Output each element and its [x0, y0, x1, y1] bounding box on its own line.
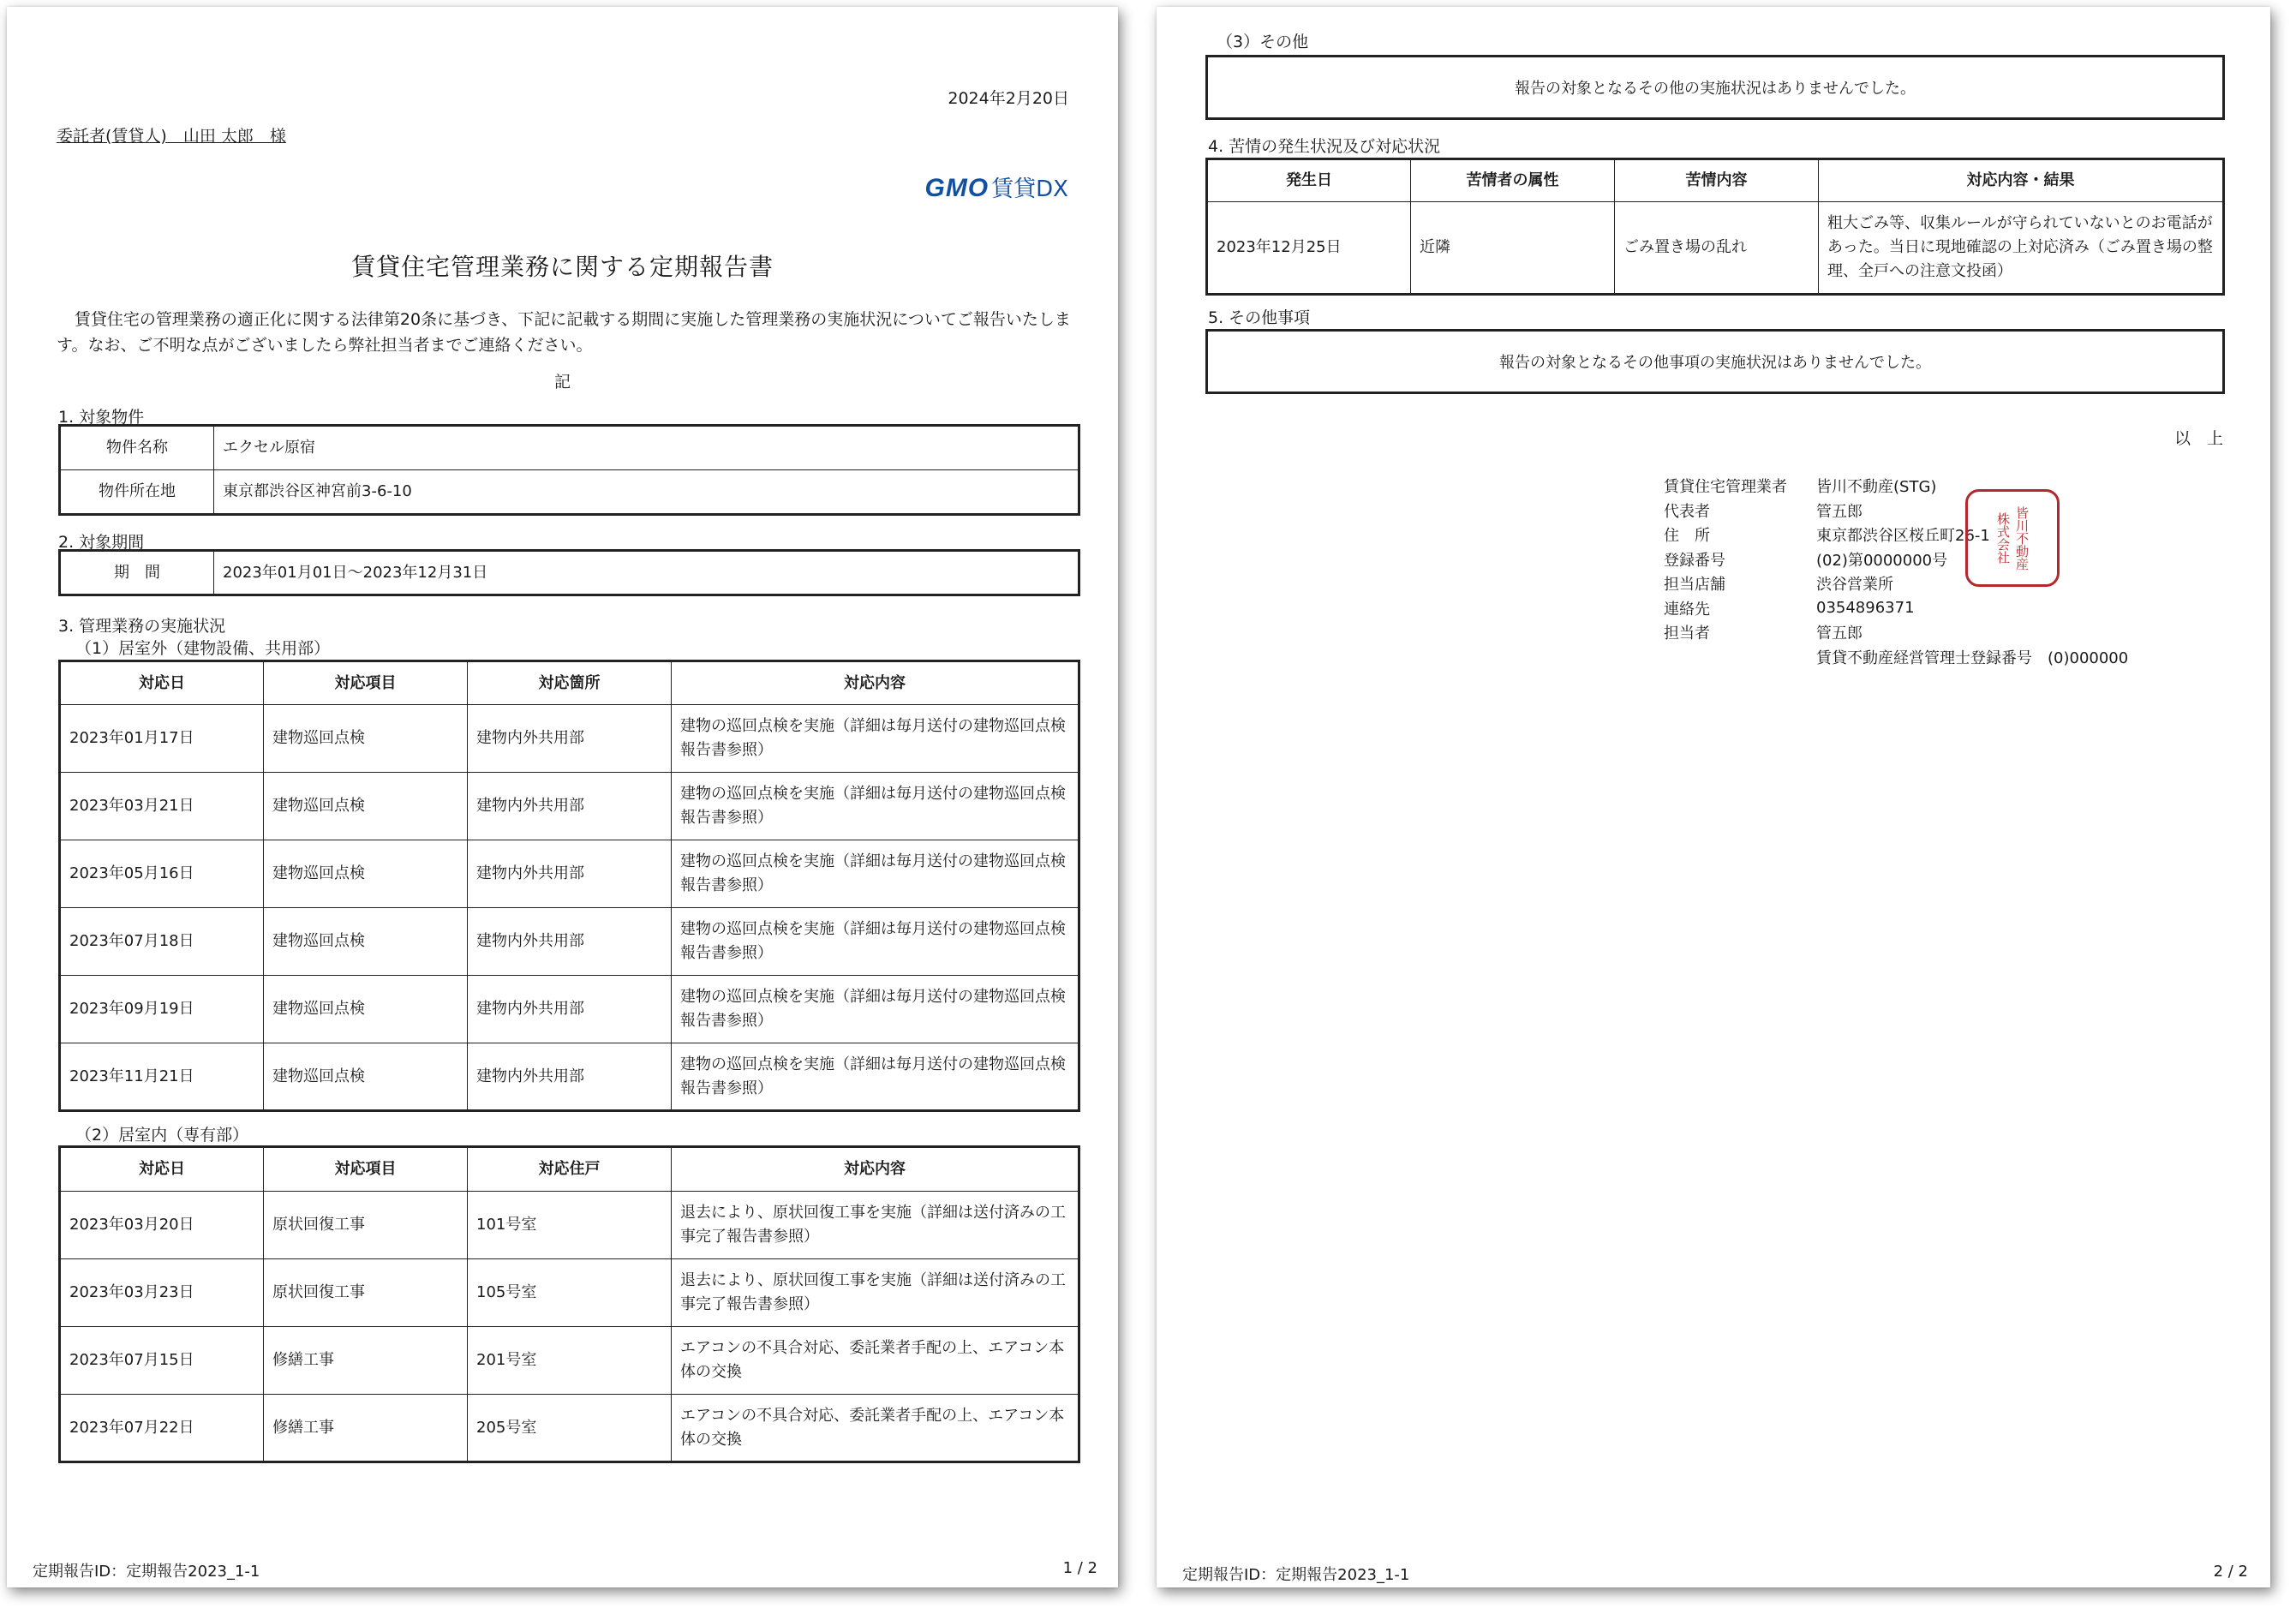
property-address-value: 東京都渋谷区神宮前3-6-10: [214, 470, 1079, 515]
cell-date: 2023年03月21日: [60, 773, 264, 840]
column-header: 対応日: [60, 1147, 264, 1192]
cell-content: 建物の巡回点検を実施（詳細は毎月送付の建物巡回点検報告書参照）: [672, 908, 1079, 976]
seal-line-2: 株式会社: [1995, 512, 2011, 564]
addressee: 委託者(賃貸人) 山田 太郎 様: [57, 127, 286, 146]
property-name-label: 物件名称: [60, 426, 214, 470]
table-header-row: [1207, 159, 2224, 202]
mgmt-label: 担当者: [1664, 625, 1710, 643]
cell-location: 建物内外共用部: [468, 773, 672, 840]
mgmt-label: 担当店舗: [1664, 576, 1725, 595]
table-row: [60, 551, 1079, 595]
section-4-heading: 4. 苦情の発生状況及び対応状況: [1208, 137, 1441, 156]
section-3-heading: 3. 管理業務の実施状況: [58, 617, 226, 636]
mgmt-label: 連絡先: [1664, 600, 1710, 619]
seal-line-1: 皆川不動産: [2014, 505, 2030, 571]
cell-item: 原状回復工事: [264, 1192, 468, 1259]
cell-complaint: ごみ置き場の乱れ: [1615, 202, 1819, 295]
column-header: 対応箇所: [468, 661, 672, 705]
cell-date: 2023年07月22日: [60, 1395, 264, 1462]
mgmt-value: 賃貸不動産経営管理士登録番号 (0)000000: [1816, 649, 2129, 667]
mgmt-label: 代表者: [1664, 502, 1710, 521]
column-header: 対応項目: [264, 1147, 468, 1192]
mgmt-row: [1664, 474, 2128, 499]
table-row: [1207, 202, 2224, 295]
cell-content: エアコンの不具合対応、委託業者手配の上、エアコン本体の交換: [672, 1395, 1079, 1462]
table-row: [60, 976, 1079, 1043]
cell-item: 建物巡回点検: [264, 976, 468, 1043]
cell-content: 建物の巡回点検を実施（詳細は毎月送付の建物巡回点検報告書参照）: [672, 705, 1079, 773]
logo-product: 賃貸DX: [991, 176, 1068, 202]
mgmt-value: 皆川不動産(STG): [1816, 478, 1937, 497]
cell-item: 建物巡回点検: [264, 705, 468, 773]
inside-room-table: [58, 1145, 1080, 1463]
cell-date: 2023年11月21日: [60, 1043, 264, 1111]
cell-item: 建物巡回点検: [264, 908, 468, 976]
cell-location: 建物内外共用部: [468, 976, 672, 1043]
mgmt-value: 管五郎: [1816, 502, 1863, 521]
table-row: [60, 1259, 1079, 1327]
cell-date: 2023年01月17日: [60, 705, 264, 773]
cell-date: 2023年05月16日: [60, 840, 264, 908]
other-matters-box: [1205, 329, 2225, 394]
cell-content: 建物の巡回点検を実施（詳細は毎月送付の建物巡回点検報告書参照）: [672, 1043, 1079, 1111]
cell-unit: 105号室: [468, 1259, 672, 1327]
mgmt-row: [1664, 645, 2128, 670]
other-status-text: 報告の対象となるその他の実施状況はありませんでした。: [1515, 80, 1916, 98]
other-status-box: [1205, 55, 2225, 120]
subsection-1-heading: （1）居室外（建物設備、共用部）: [75, 639, 331, 658]
period-table: [58, 549, 1080, 596]
section-5-heading: 5. その他事項: [1208, 308, 1311, 327]
cell-date: 2023年03月23日: [60, 1259, 264, 1327]
cell-date: 2023年07月18日: [60, 908, 264, 976]
report-page-1: [7, 7, 1118, 1587]
table-row: [60, 470, 1079, 515]
cell-item: 修繕工事: [264, 1327, 468, 1395]
mgmt-value: (02)第0000000号: [1816, 551, 1948, 570]
table-row: [60, 773, 1079, 840]
report-page-2: [1157, 7, 2270, 1587]
subsection-2-heading: （2）居室内（専有部）: [75, 1126, 249, 1145]
table-row: [60, 1327, 1079, 1395]
column-header: 対応内容・結果: [1819, 159, 2224, 202]
property-address-label: 物件所在地: [60, 470, 214, 515]
cell-location: 建物内外共用部: [468, 908, 672, 976]
table-header-row: [60, 1147, 1079, 1192]
cell-result: 粗大ごみ等、収集ルールが守られていないとのお電話があった。当日に現地確認の上対応済み（ごみ置き場の整理、全戸への注意文投函）: [1819, 202, 2224, 295]
cell-item: 修繕工事: [264, 1395, 468, 1462]
cell-item: 建物巡回点検: [264, 773, 468, 840]
other-matters-text: 報告の対象となるその他事項の実施状況はありませんでした。: [1499, 354, 1931, 372]
ki-marker: 記: [553, 373, 571, 392]
period-label: 期 間: [60, 551, 214, 595]
cell-unit: 101号室: [468, 1192, 672, 1259]
report-date: 2024年2月20日: [948, 89, 1069, 108]
subsection-3-heading: （3）その他: [1217, 33, 1309, 51]
footer-report-id: 定期報告ID：定期報告2023_1-1: [1182, 1566, 1410, 1584]
page-number: 2 / 2: [2213, 1563, 2248, 1581]
column-header: 対応住戸: [468, 1147, 672, 1192]
table-row: [60, 908, 1079, 976]
cell-unit: 205号室: [468, 1395, 672, 1462]
table-row: [60, 426, 1079, 470]
cell-content: 建物の巡回点検を実施（詳細は毎月送付の建物巡回点検報告書参照）: [672, 976, 1079, 1043]
mgmt-value: 東京都渋谷区桜丘町26-1: [1816, 527, 1990, 546]
period-value: 2023年01月01日～2023年12月31日: [214, 551, 1079, 595]
cell-location: 建物内外共用部: [468, 705, 672, 773]
mgmt-row: [1664, 620, 2128, 645]
table-header-row: [60, 661, 1079, 705]
mgmt-label: 登録番号: [1664, 551, 1725, 570]
column-header: 発生日: [1207, 159, 1411, 202]
property-name-value: エクセル原宿: [214, 426, 1079, 470]
cell-date: 2023年09月19日: [60, 976, 264, 1043]
cell-date: 2023年07月15日: [60, 1327, 264, 1395]
footer-report-id: 定期報告ID：定期報告2023_1-1: [33, 1563, 260, 1581]
cell-unit: 201号室: [468, 1327, 672, 1395]
column-header: 対応内容: [672, 661, 1079, 705]
property-table: [58, 424, 1080, 516]
closing-mark: 以 上: [2173, 429, 2223, 448]
cell-item: 建物巡回点検: [264, 840, 468, 908]
page-title: 賃貸住宅管理業務に関する定期報告書: [350, 253, 774, 281]
cell-content: エアコンの不具合対応、委託業者手配の上、エアコン本体の交換: [672, 1327, 1079, 1395]
cell-date: 2023年03月20日: [60, 1192, 264, 1259]
intro-paragraph: 賃貸住宅の管理業務の適正化に関する法律第20条に基づき、下記に記載する期間に実施した管理業務の実施状況についてご報告いたします。なお、ご不明な点がございましたら弊社担当者までご連絡ください。: [57, 310, 1071, 355]
column-header: 苦情内容: [1615, 159, 1819, 202]
section-2-heading: 2. 対象期間: [58, 533, 145, 552]
column-header: 対応項目: [264, 661, 468, 705]
column-header: 対応内容: [672, 1147, 1079, 1192]
cell-content: 建物の巡回点検を実施（詳細は毎月送付の建物巡回点検報告書参照）: [672, 840, 1079, 908]
cell-content: 建物の巡回点検を実施（詳細は毎月送付の建物巡回点検報告書参照）: [672, 773, 1079, 840]
cell-location: 建物内外共用部: [468, 840, 672, 908]
mgmt-row: [1664, 596, 2128, 621]
cell-complainant: 近隣: [1411, 202, 1615, 295]
outside-room-table: [58, 660, 1080, 1112]
table-row: [60, 1395, 1079, 1462]
table-row: [60, 705, 1079, 773]
cell-content: 退去により、原状回復工事を実施（詳細は送付済みの工事完了報告書参照）: [672, 1259, 1079, 1327]
cell-date: 2023年12月25日: [1207, 202, 1411, 295]
cell-content: 退去により、原状回復工事を実施（詳細は送付済みの工事完了報告書参照）: [672, 1192, 1079, 1259]
cell-item: 原状回復工事: [264, 1259, 468, 1327]
table-row: [60, 1192, 1079, 1259]
complaint-table: [1205, 158, 2225, 296]
page-number: 1 / 2: [1062, 1559, 1097, 1577]
table-row: [60, 840, 1079, 908]
column-header: 苦情者の属性: [1411, 159, 1615, 202]
cell-item: 建物巡回点検: [264, 1043, 468, 1111]
column-header: 対応日: [60, 661, 264, 705]
section-1-heading: 1. 対象物件: [58, 408, 145, 427]
mgmt-label: 住 所: [1664, 527, 1710, 546]
logo-brand: GMO: [924, 174, 990, 202]
mgmt-value: 0354896371: [1816, 599, 1915, 618]
mgmt-label: 賃貸住宅管理業者: [1664, 478, 1787, 497]
mgmt-value: 渋谷営業所: [1816, 576, 1893, 595]
cell-location: 建物内外共用部: [468, 1043, 672, 1111]
table-row: [60, 1043, 1079, 1111]
company-logo: [924, 171, 1068, 203]
company-seal-stamp: [1965, 489, 2060, 587]
mgmt-value: 管五郎: [1816, 625, 1863, 643]
